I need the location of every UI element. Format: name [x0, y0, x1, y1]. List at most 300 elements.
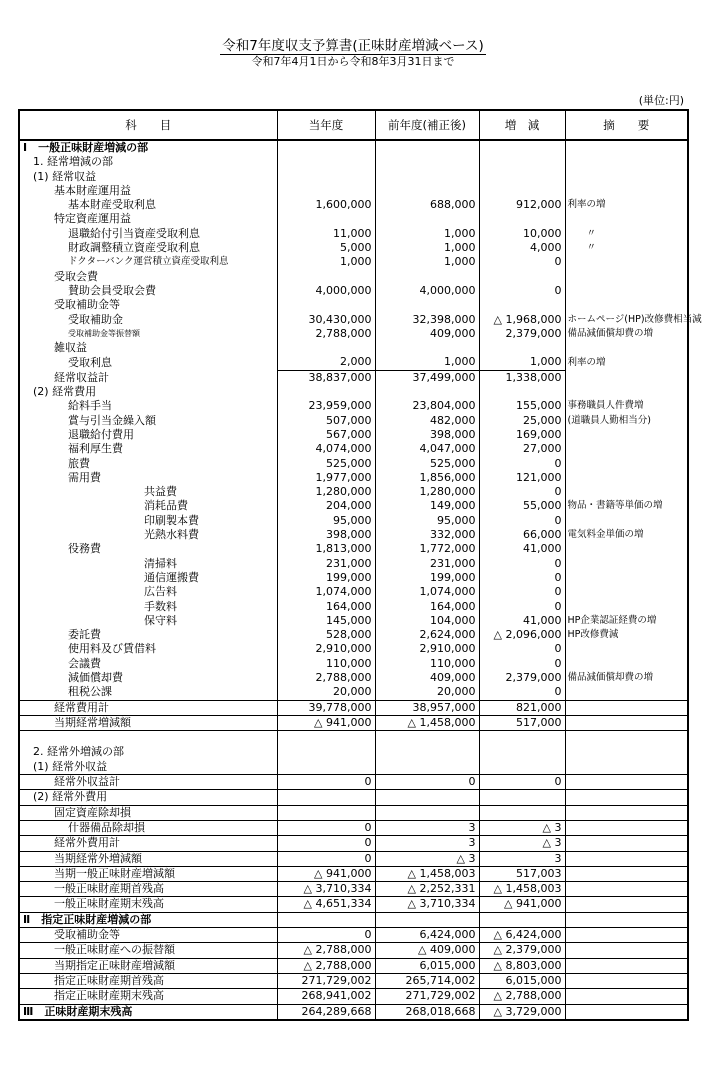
current-year-value: 0	[277, 851, 375, 866]
table-row	[19, 657, 688, 671]
table-row	[19, 414, 688, 428]
table-row	[19, 184, 688, 198]
difference-value: △ 2,096,000	[479, 628, 565, 642]
previous-year-value: 1,000	[375, 227, 479, 241]
table-row	[19, 499, 688, 513]
difference-value: 2,379,000	[479, 671, 565, 685]
remarks	[565, 820, 688, 835]
row-label: 指定正味財産期首残高	[19, 973, 277, 988]
remarks: 備品減価償却費の増	[565, 327, 688, 341]
table-row	[19, 370, 688, 385]
row-label: 指定正味財産期末残高	[19, 989, 277, 1004]
row-label: 賛助会員受取会費	[19, 284, 277, 298]
difference-value: △ 941,000	[479, 897, 565, 912]
current-year-value	[277, 805, 375, 820]
row-label: 租税公課	[19, 685, 277, 700]
previous-year-value: 1,000	[375, 255, 479, 269]
remarks	[565, 284, 688, 298]
previous-year-value: 332,000	[375, 528, 479, 542]
difference-value: △ 3	[479, 836, 565, 851]
previous-year-value: △ 3	[375, 851, 479, 866]
remarks	[565, 385, 688, 399]
table-row	[19, 399, 688, 413]
row-label: 使用料及び賃借料	[19, 642, 277, 656]
remarks	[565, 657, 688, 671]
difference-value: △ 3	[479, 820, 565, 835]
difference-value	[479, 184, 565, 198]
table-row	[19, 745, 688, 759]
difference-value: 27,000	[479, 442, 565, 456]
remarks	[565, 184, 688, 198]
previous-year-value: 1,000	[375, 241, 479, 255]
previous-year-value: △ 2,252,331	[375, 882, 479, 897]
previous-year-value: 23,804,000	[375, 399, 479, 413]
current-year-value	[277, 184, 375, 198]
difference-value: 0	[479, 685, 565, 700]
difference-value: 55,000	[479, 499, 565, 513]
remarks	[565, 140, 688, 155]
table-row	[19, 943, 688, 958]
row-label: 財政調整積立資産受取利息	[19, 241, 277, 255]
current-year-value: 2,788,000	[277, 671, 375, 685]
previous-year-value	[375, 745, 479, 759]
row-label: Ⅰ 一般正味財産増減の部	[19, 140, 277, 155]
current-year-value	[277, 298, 375, 312]
remarks	[565, 457, 688, 471]
previous-year-value: 6,424,000	[375, 928, 479, 943]
previous-year-value	[375, 155, 479, 169]
table-row	[19, 241, 688, 255]
difference-value: 0	[479, 571, 565, 585]
difference-value: 2,379,000	[479, 327, 565, 341]
previous-year-value: 110,000	[375, 657, 479, 671]
budget-table	[18, 109, 702, 1021]
row-label: 委託費	[19, 628, 277, 642]
remarks: 利率の増	[565, 355, 688, 370]
difference-value: 1,338,000	[479, 370, 565, 385]
difference-value	[479, 341, 565, 355]
row-label: 保守料	[19, 614, 277, 628]
remarks	[565, 485, 688, 499]
remarks: HP企業認証経費の増	[565, 614, 688, 628]
row-label: ドクターバンク運営積立資産受取利息	[19, 255, 277, 269]
current-year-value: 2,910,000	[277, 642, 375, 656]
remarks	[565, 471, 688, 485]
previous-year-value: 3	[375, 836, 479, 851]
row-label: 手数料	[19, 600, 277, 614]
current-year-value	[277, 341, 375, 355]
row-label: 受取補助金	[19, 313, 277, 327]
current-year-value: 398,000	[277, 528, 375, 542]
previous-year-value: 398,000	[375, 428, 479, 442]
current-year-value: 5,000	[277, 241, 375, 255]
previous-year-value: 525,000	[375, 457, 479, 471]
current-year-value: 4,000,000	[277, 284, 375, 298]
previous-year-value: 409,000	[375, 671, 479, 685]
table-row	[19, 341, 688, 355]
current-year-value: 2,000	[277, 355, 375, 370]
difference-value: 0	[479, 457, 565, 471]
current-year-value	[277, 790, 375, 805]
remarks	[565, 542, 688, 556]
previous-year-value	[375, 760, 479, 775]
previous-year-value: △ 1,458,003	[375, 866, 479, 881]
difference-value: 4,000	[479, 241, 565, 255]
current-year-value: 145,000	[277, 614, 375, 628]
current-year-value	[277, 760, 375, 775]
row-label: 当期一般正味財産増減額	[19, 866, 277, 881]
table-row	[19, 671, 688, 685]
difference-value: 821,000	[479, 700, 565, 715]
previous-year-value: 104,000	[375, 614, 479, 628]
table-row	[19, 428, 688, 442]
row-label: 給料手当	[19, 399, 277, 413]
previous-year-value: 1,000	[375, 355, 479, 370]
row-label: 受取補助金等振替額	[19, 327, 277, 341]
remarks: 備品減価償却費の増	[565, 671, 688, 685]
previous-year-value	[375, 341, 479, 355]
table-row	[19, 528, 688, 542]
current-year-value: 268,941,002	[277, 989, 375, 1004]
remarks	[565, 685, 688, 700]
row-label: 受取補助金等	[19, 298, 277, 312]
row-label: 一般正味財産期首残高	[19, 882, 277, 897]
previous-year-value: 2,910,000	[375, 642, 479, 656]
table-row	[19, 897, 688, 912]
difference-value: 0	[479, 284, 565, 298]
remarks	[565, 851, 688, 866]
row-label: 通信運搬費	[19, 571, 277, 585]
table-row	[19, 557, 688, 571]
remarks	[565, 790, 688, 805]
remarks	[565, 155, 688, 169]
difference-value: 912,000	[479, 198, 565, 212]
column-header-difference: 増 減	[479, 110, 565, 140]
remarks	[565, 571, 688, 585]
table-row	[19, 882, 688, 897]
table-row	[19, 775, 688, 790]
row-label: 基本財産運用益	[19, 184, 277, 198]
previous-year-value	[375, 790, 479, 805]
row-label: 共益費	[19, 485, 277, 499]
difference-value: 0	[479, 514, 565, 528]
row-label: 一般正味財産への振替額	[19, 943, 277, 958]
difference-value	[479, 298, 565, 312]
row-label: (1) 経常外収益	[19, 760, 277, 775]
table-row	[19, 313, 688, 327]
current-year-value	[277, 745, 375, 759]
difference-value	[479, 731, 565, 746]
current-year-value: 39,778,000	[277, 700, 375, 715]
difference-value: 517,003	[479, 866, 565, 881]
current-year-value: 507,000	[277, 414, 375, 428]
difference-value: 3	[479, 851, 565, 866]
remarks	[565, 585, 688, 599]
remarks	[565, 514, 688, 528]
table-row	[19, 989, 688, 1004]
current-year-value: 1,977,000	[277, 471, 375, 485]
table-row	[19, 958, 688, 973]
difference-value: △ 2,788,000	[479, 989, 565, 1004]
row-label: 1. 経常増減の部	[19, 155, 277, 169]
remarks	[565, 775, 688, 790]
difference-value	[479, 790, 565, 805]
table-row	[19, 912, 688, 927]
difference-value: 6,015,000	[479, 973, 565, 988]
table-row	[19, 327, 688, 341]
remarks	[565, 170, 688, 184]
previous-year-value: 6,015,000	[375, 958, 479, 973]
previous-year-value	[375, 805, 479, 820]
remarks: HP改修費減	[565, 628, 688, 642]
row-label: 清掃料	[19, 557, 277, 571]
previous-year-value: 409,000	[375, 327, 479, 341]
remarks: ホームページ(HP)改修費相当減	[565, 313, 688, 327]
row-label: 退職給付費用	[19, 428, 277, 442]
column-header-current: 当年度	[277, 110, 375, 140]
previous-year-value: 268,018,668	[375, 1004, 479, 1020]
table-row	[19, 790, 688, 805]
remarks	[565, 255, 688, 269]
current-year-value: 2,788,000	[277, 327, 375, 341]
difference-value	[479, 805, 565, 820]
difference-value: 0	[479, 255, 565, 269]
table-row	[19, 255, 688, 269]
row-label: 什器備品除却損	[19, 820, 277, 835]
current-year-value	[277, 155, 375, 169]
table-row	[19, 514, 688, 528]
difference-value	[479, 140, 565, 155]
table-row	[19, 851, 688, 866]
row-label: 減価償却費	[19, 671, 277, 685]
row-label: 経常費用計	[19, 700, 277, 715]
current-year-value: 1,280,000	[277, 485, 375, 499]
previous-year-value	[375, 385, 479, 399]
row-label: 基本財産受取利息	[19, 198, 277, 212]
remarks: 事務職員人件費増	[565, 399, 688, 413]
current-year-value: 95,000	[277, 514, 375, 528]
previous-year-value: 1,074,000	[375, 585, 479, 599]
current-year-value: 525,000	[277, 457, 375, 471]
difference-value: △ 3,729,000	[479, 1004, 565, 1020]
current-year-value	[277, 212, 375, 226]
current-year-value: △ 3,710,334	[277, 882, 375, 897]
current-year-value: 0	[277, 775, 375, 790]
current-year-value: 38,837,000	[277, 370, 375, 385]
table-row	[19, 700, 688, 715]
previous-year-value: 164,000	[375, 600, 479, 614]
table-row	[19, 820, 688, 835]
previous-year-value	[375, 912, 479, 927]
table-row	[19, 585, 688, 599]
current-year-value: △ 941,000	[277, 866, 375, 881]
row-label	[19, 731, 277, 746]
table-row	[19, 485, 688, 499]
remarks: 電気料金単価の増	[565, 528, 688, 542]
difference-value: 121,000	[479, 471, 565, 485]
difference-value: 0	[479, 657, 565, 671]
previous-year-value	[375, 140, 479, 155]
table-row	[19, 170, 688, 184]
document-title: 令和7年度収支予算書(正味財産増減ベース)	[222, 38, 484, 54]
current-year-value	[277, 140, 375, 155]
row-label: 雑収益	[19, 341, 277, 355]
difference-value: △ 8,803,000	[479, 958, 565, 973]
remarks	[565, 866, 688, 881]
table-row	[19, 642, 688, 656]
current-year-value	[277, 170, 375, 184]
remarks	[565, 836, 688, 851]
previous-year-value: 1,280,000	[375, 485, 479, 499]
remarks	[565, 897, 688, 912]
current-year-value: △ 4,651,334	[277, 897, 375, 912]
current-year-value: 20,000	[277, 685, 375, 700]
previous-year-value: 271,729,002	[375, 989, 479, 1004]
previous-year-value: △ 3,710,334	[375, 897, 479, 912]
table-row	[19, 270, 688, 284]
unit-label: (単位:円)	[638, 94, 684, 107]
table-row	[19, 600, 688, 614]
remarks	[565, 428, 688, 442]
remarks	[565, 928, 688, 943]
difference-value: 25,000	[479, 414, 565, 428]
column-header-previous: 前年度(補正後)	[375, 110, 479, 140]
previous-year-value: 3	[375, 820, 479, 835]
current-year-value: 30,430,000	[277, 313, 375, 327]
previous-year-value: 20,000	[375, 685, 479, 700]
remarks	[565, 973, 688, 988]
difference-value: △ 1,458,003	[479, 882, 565, 897]
current-year-value: 271,729,002	[277, 973, 375, 988]
remarks	[565, 882, 688, 897]
row-label: 経常収益計	[19, 370, 277, 385]
row-label: 一般正味財産期末残高	[19, 897, 277, 912]
difference-value	[479, 912, 565, 927]
remarks	[565, 642, 688, 656]
previous-year-value	[375, 298, 479, 312]
table-row	[19, 628, 688, 642]
row-label: 退職給付引当資産受取利息	[19, 227, 277, 241]
row-label: 受取補助金等	[19, 928, 277, 943]
row-label: 役務費	[19, 542, 277, 556]
previous-year-value: 1,772,000	[375, 542, 479, 556]
remarks	[565, 270, 688, 284]
current-year-value: 528,000	[277, 628, 375, 642]
difference-value: 517,000	[479, 715, 565, 730]
previous-year-value: 0	[375, 775, 479, 790]
previous-year-value: 482,000	[375, 414, 479, 428]
current-year-value: 1,600,000	[277, 198, 375, 212]
difference-value: 0	[479, 642, 565, 656]
difference-value	[479, 212, 565, 226]
remarks	[565, 341, 688, 355]
table-row	[19, 542, 688, 556]
table-row	[19, 805, 688, 820]
current-year-value: 1,000	[277, 255, 375, 269]
difference-value	[479, 760, 565, 775]
previous-year-value: 231,000	[375, 557, 479, 571]
current-year-value	[277, 270, 375, 284]
row-label: 会議費	[19, 657, 277, 671]
remarks: 利率の増	[565, 198, 688, 212]
difference-value	[479, 170, 565, 184]
current-year-value: △ 941,000	[277, 715, 375, 730]
remarks	[565, 370, 688, 385]
table-row	[19, 471, 688, 485]
difference-value: 41,000	[479, 542, 565, 556]
difference-value: 0	[479, 585, 565, 599]
row-label: 受取会費	[19, 270, 277, 284]
row-label: 光熱水料費	[19, 528, 277, 542]
previous-year-value	[375, 170, 479, 184]
current-year-value	[277, 385, 375, 399]
table-row	[19, 928, 688, 943]
row-label: 旅費	[19, 457, 277, 471]
previous-year-value	[375, 184, 479, 198]
table-row	[19, 140, 688, 155]
current-year-value: 1,813,000	[277, 542, 375, 556]
table-row	[19, 385, 688, 399]
remarks: 〃	[565, 227, 688, 241]
previous-year-value: 688,000	[375, 198, 479, 212]
table-row	[19, 614, 688, 628]
row-label: 固定資産除却損	[19, 805, 277, 820]
row-label: (2) 経常外費用	[19, 790, 277, 805]
current-year-value: 0	[277, 820, 375, 835]
remarks	[565, 600, 688, 614]
current-year-value: 4,074,000	[277, 442, 375, 456]
previous-year-value: 199,000	[375, 571, 479, 585]
remarks	[565, 1004, 688, 1020]
current-year-value: 264,289,668	[277, 1004, 375, 1020]
previous-year-value: 1,856,000	[375, 471, 479, 485]
table-row	[19, 760, 688, 775]
previous-year-value: 38,957,000	[375, 700, 479, 715]
current-year-value: 11,000	[277, 227, 375, 241]
table-row	[19, 442, 688, 456]
row-label: 当期指定正味財産増減額	[19, 958, 277, 973]
row-label: (2) 経常費用	[19, 385, 277, 399]
remarks	[565, 731, 688, 746]
difference-value: 0	[479, 775, 565, 790]
previous-year-value: 2,624,000	[375, 628, 479, 642]
current-year-value: 231,000	[277, 557, 375, 571]
current-year-value: 204,000	[277, 499, 375, 513]
table-row	[19, 866, 688, 881]
previous-year-value	[375, 270, 479, 284]
remarks: (道職員人勤相当分)	[565, 414, 688, 428]
previous-year-value: 265,714,002	[375, 973, 479, 988]
column-header-remarks: 摘 要	[565, 110, 688, 140]
difference-value: 10,000	[479, 227, 565, 241]
difference-value: 0	[479, 557, 565, 571]
previous-year-value: 95,000	[375, 514, 479, 528]
current-year-value: 1,074,000	[277, 585, 375, 599]
difference-value: 66,000	[479, 528, 565, 542]
remarks	[565, 557, 688, 571]
difference-value: △ 6,424,000	[479, 928, 565, 943]
difference-value: 41,000	[479, 614, 565, 628]
current-year-value: 23,959,000	[277, 399, 375, 413]
remarks	[565, 760, 688, 775]
row-label: 特定資産運用益	[19, 212, 277, 226]
remarks: 物品・書籍等単価の増	[565, 499, 688, 513]
previous-year-value: 4,000,000	[375, 284, 479, 298]
previous-year-value: 4,047,000	[375, 442, 479, 456]
column-header-item: 科 目	[19, 110, 277, 140]
difference-value	[479, 385, 565, 399]
table-row	[19, 227, 688, 241]
